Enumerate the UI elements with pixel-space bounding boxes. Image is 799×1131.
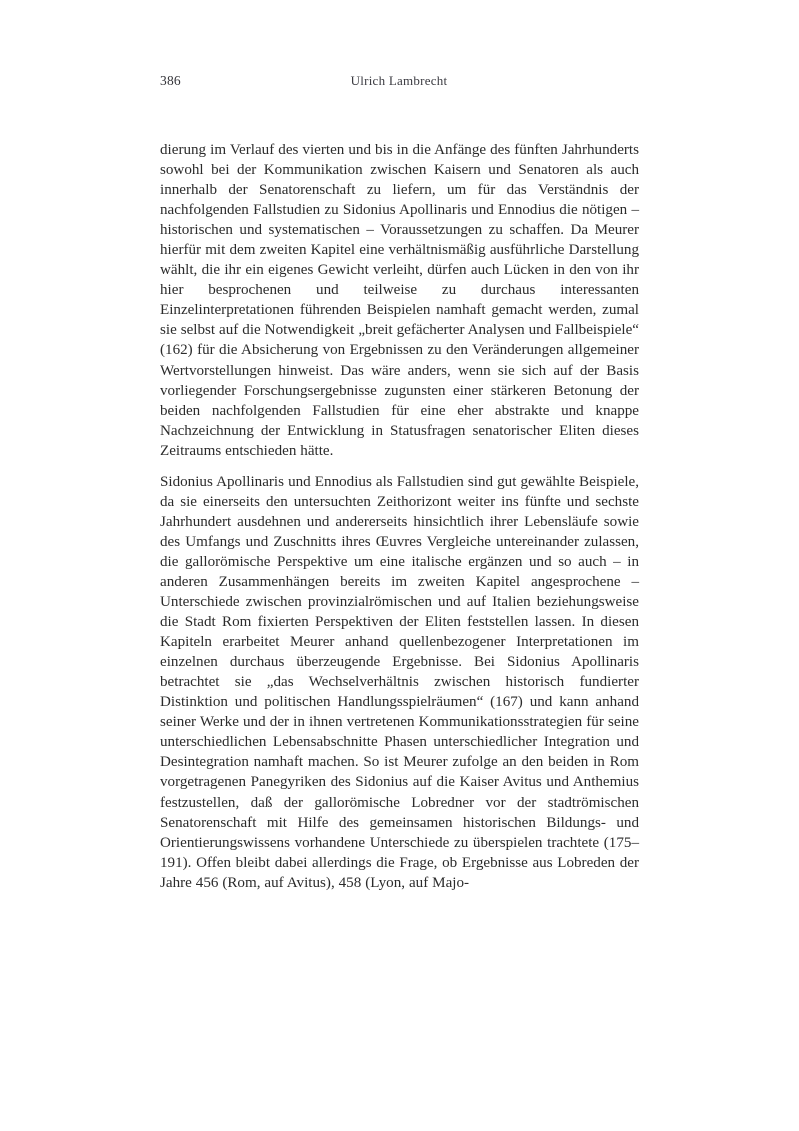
page-number: 386 — [160, 73, 181, 88]
paragraph: dierung im Verlauf des vierten und bis in die Anfänge des fünften Jahrhunderts sowohl bei der Kommunikation zwischen Kaisern und Senatoren als auch innerhalb der Senatorenschaft zu liefern, um für das Verständnis der nachfolgenden Fallstudien zu Sidonius Apollinaris und Ennodius die nötigen – historischen und systematischen – Voraussetzungen zu schaffen. Da Meurer hierfür mit dem zweiten Kapitel eine verhältnismäßig ausführliche Darstellung wählt, die ihr ein eigenes Gewicht verleiht, dürfen auch Lücken in den von ihr hier besprochenen und teilweise zu durchaus interessanten Einzelinterpretationen führenden Beispielen namhaft gemacht werden, zumal sie selbst auf die Notwendigkeit „breit gefächerter Analysen und Fallbeispiele“ (162) für die Absicherung von Ergebnissen zu den Veränderungen allgemeiner Wertvorstellungen hinweist. Das wäre anders, wenn sie sich auf der Basis vorliegender Forschungsergebnisse zugunsten einer stärkeren Betonung der beiden nachfolgenden Fallstudien für eine eher abstrakte und knappe Nachzeichnung der Entwicklung in Statusfragen senatorischer Eliten dieses Zeitraums entschieden hätte. — [160, 142, 639, 459]
body-text-block — [160, 140, 639, 893]
running-title: Ulrich Lambrecht — [350, 73, 448, 88]
running-header — [160, 71, 638, 91]
paragraph: Sidonius Apollinaris und Ennodius als Fallstudien sind gut gewählte Beispiele, da sie einerseits den untersuchten Zeithorizont weiter ins fünfte und sechste Jahrhundert ausdehnen und andererseits hinsichtlich ihrer Lebensläufe sowie des Umfangs und Zuschnitts ihres Œuvres Vergleiche untereinander zulassen, die gallorömische Perspektive um eine italische ergänzen und so auch – in anderen Zusammenhängen bereits im zweiten Kapitel angesprochene – Unterschiede zwischen provinzialrömischen und auf Italien beziehungsweise die Stadt Rom fixierten Perspektiven der Eliten feststellen lassen. In diesen Kapiteln erarbeitet Meurer anhand quellenbezogener Interpretationen im einzelnen durchaus überzeugende Ergebnisse. Bei Sidonius Apollinaris betrachtet sie „das Wechselverhältnis zwischen historisch fundierter Distinktion und politischen Handlungsspielräumen“ (167) und kann anhand seiner Werke und der in ihnen vertretenen Kommunikationsstrategien für seine unterschiedlichen Lebensabschnitte Phasen unterschiedlicher Integration und Desintegration namhaft machen. So ist Meurer zufolge an den beiden in Rom vorgetragenen Panegyriken des Sidonius auf die Kaiser Avitus und Anthemius festzustellen, daß der gallorömische Lobredner vor der stadtrömischen Senatorenschaft mit Hilfe des gemeinsamen historischen Bildungs- und Orientierungswissens vorhandene Unterschiede zu überspielen trachtete (175–191). Offen bleibt dabei allerdings die Frage, ob Ergebnisse aus Lobreden der Jahre 456 (Rom, auf Avitus), 458 (Lyon, auf Majo- — [160, 473, 639, 891]
